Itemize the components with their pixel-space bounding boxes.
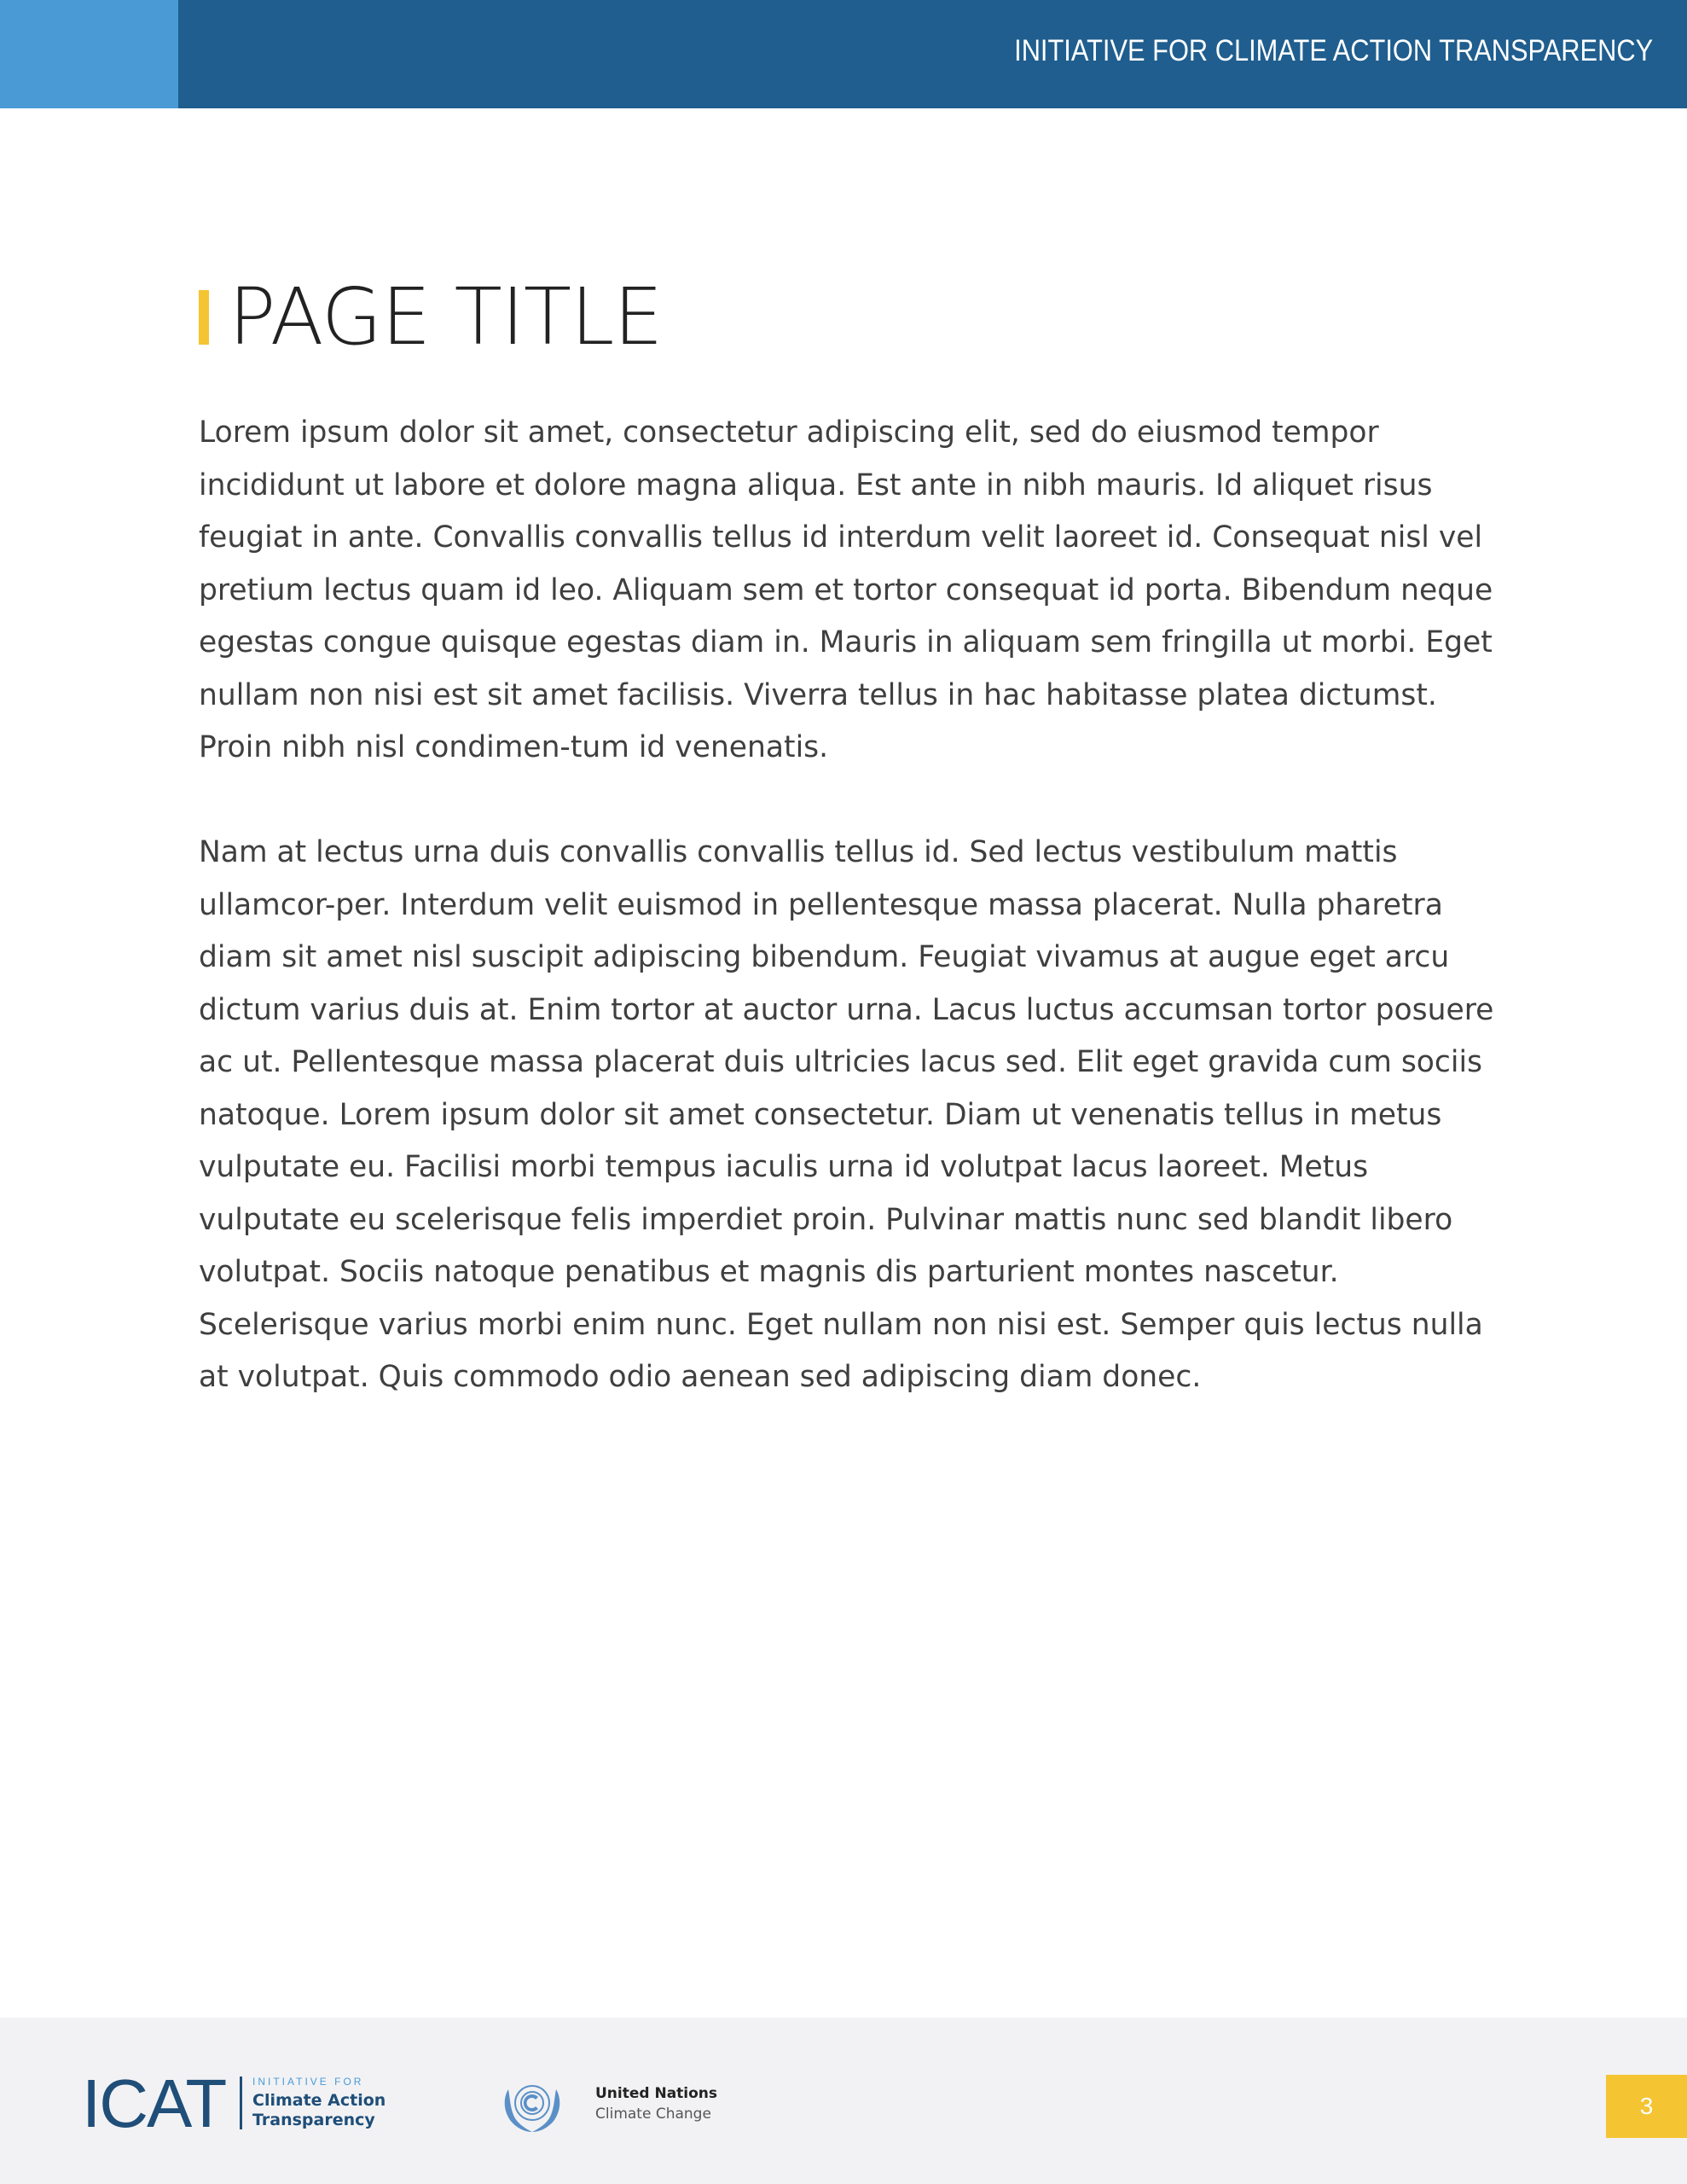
paragraph-1: Lorem ipsum dolor sit amet, consectetur adipiscing elit, sed do eiusmod tempor incididunt ut labore et dolore magna aliqua. Est ante in nibh mauris. Id aliquet risus feugiat in ante. Convallis convallis tellus id interdum velit laoreet id. Consequat nisl vel pretium lectus quam id leo. Aliquam sem et tortor consequat id porta. Bibendum neque egestas congue quisque egestas diam in. Mauris in aliquam sem fringilla ut morbi. Eget nullam non nisi est sit amet facilisis. Viverra tellus in hac habitasse platea dictumst. Proin nibh nisl condimen-tum id venenatis. <box>199 415 1493 764</box>
icat-logo-line1: INITIATIVE FOR <box>252 2076 364 2088</box>
page-number-badge <box>1606 2075 1687 2138</box>
page-number: 3 <box>1639 2093 1654 2119</box>
un-logo-line2: Climate Change <box>595 2106 711 2123</box>
header-band <box>0 0 1687 108</box>
title-accent-bar <box>199 290 209 345</box>
icat-logo-line3: Transparency <box>252 2111 375 2129</box>
un-emblem-icon <box>491 2071 573 2139</box>
icat-wordmark: ICAT <box>82 2065 226 2141</box>
icat-logo-divider <box>240 2077 242 2129</box>
header-accent-block <box>0 0 178 108</box>
icat-logo-line2: Climate Action <box>252 2091 386 2110</box>
page-title: PAGE TITLE <box>229 271 663 363</box>
paragraph-2: Nam at lectus urna duis convallis convallis tellus id. Sed lectus vestibulum mattis ullamcor-per. Interdum velit euismod in pellentesque massa placerat. Nulla pharetra diam sit amet nisl suscipit adipiscing bibendum. Feugiat vivamus at augue eget arcu dictum varius duis at. Enim tortor at auctor urna. Lacus luctus accumsan tortor posuere ac ut. Pellentesque massa placerat duis ultricies lacus sed. Elit eget gravida cum sociis natoque. Lorem ipsum dolor sit amet consectetur. Diam ut venenatis tellus in metus vulputate eu. Facilisi morbi tempus iaculis urna id volutpat lacus laoreet. Metus vulputate eu scelerisque felis imperdiet proin. Pulvinar mattis nunc sed blandit libero volutpat. Sociis natoque penatibus et magnis dis parturient montes nascetur. Scelerisque varius morbi enim nunc. Eget nullam non nisi est. Semper quis lectus nulla at volutpat. Quis commodo odio aenean sed adipiscing diam donec. <box>199 835 1494 1394</box>
un-logo-line1: United Nations <box>595 2085 718 2102</box>
body-text <box>199 407 1495 1456</box>
header-title: INITIATIVE FOR CLIMATE ACTION TRANSPARENCY <box>1013 34 1653 67</box>
